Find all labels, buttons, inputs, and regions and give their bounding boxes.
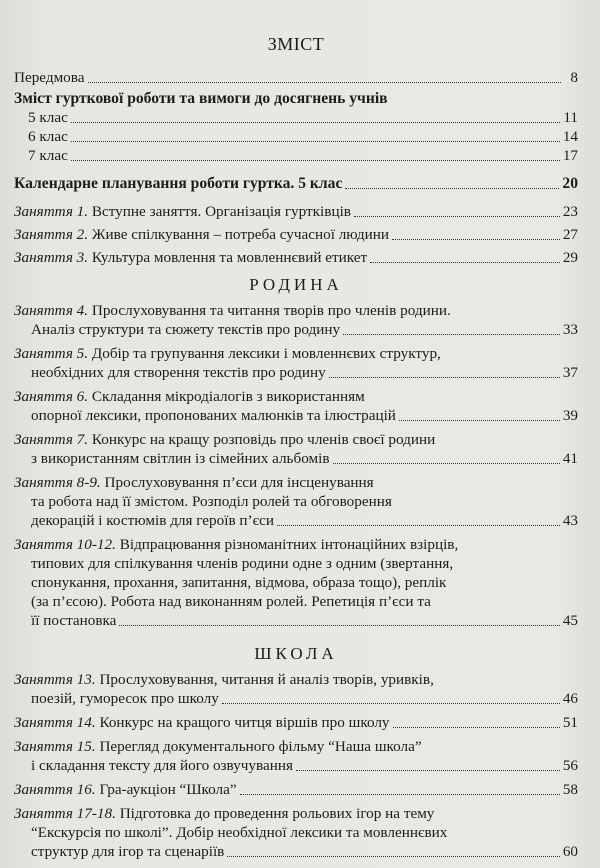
lesson-text: (за п’єсою). Робота над виконанням ролей. Репетиція п’єси та [31,593,431,610]
lesson-text: і складання тексту для його озвучування [31,757,293,774]
lesson-text: Прослуховування п’єси для інсценування [104,474,374,491]
lesson-text: Добір та групування лексики і мовленнєвих структур, [91,345,441,362]
intro-lessons [14,202,578,267]
lesson-entry [14,473,578,530]
dot-leader [392,238,560,240]
dot-leader [296,769,560,771]
lesson-entry [14,535,578,630]
entry-label: Передмова [14,69,85,86]
dot-leader [71,159,560,161]
lesson-first-line [14,387,578,406]
dot-leader [71,140,560,142]
entry-label: 5 клас [28,109,68,126]
lesson-text: Аналіз структури та сюжету текстів про родину [31,321,341,338]
grades-list [14,108,578,165]
lesson-number: Заняття 5. [14,345,89,362]
lesson-page: 39 [562,407,578,424]
lesson-entry [14,804,578,861]
lesson-text: структур для ігор та сценаріїв [31,843,225,860]
lesson-text: та робота над її змістом. Розподіл ролей та обговорення [31,493,392,510]
dot-leader [277,524,560,526]
lesson-text: Відпрацювання різноманітних інтонаційних взірців, [119,536,459,553]
section-title-family: РОДИНА [249,275,343,294]
dot-leader [240,793,560,795]
lesson-line [14,573,578,592]
toc-title: ЗМІСТ [267,34,325,54]
dot-leader [119,624,559,626]
lesson-text: Конкурс на кращу розповідь про членів своєї родини [91,431,436,448]
entry-page: 17 [562,147,578,164]
lesson-entry [14,737,578,775]
lesson-line [14,592,578,611]
lesson-first-line [14,780,578,799]
lesson-text: спонукання, прохання, запитання, відмова, образа тощо), реплік [31,574,447,591]
lesson-line [14,363,578,382]
lesson-number: Заняття 10-12. [14,536,116,553]
lesson-line [14,689,578,708]
lesson-number: Заняття 16. [14,781,96,798]
lesson-line [14,406,578,425]
lesson-first-line [14,737,578,756]
dot-leader [88,81,562,83]
lesson-page: 37 [562,364,578,381]
lesson-label [14,713,390,732]
dot-leader [333,462,560,464]
lesson-first-line [14,301,578,320]
entry-label: 6 клас [28,128,68,145]
lesson-first-line [14,670,578,689]
lesson-number: Заняття 2. [14,226,89,243]
dot-leader [354,215,560,217]
lesson-line [14,492,578,511]
lesson-label [14,248,367,267]
lesson-first-line [14,202,578,221]
lesson-first-line [14,225,578,244]
lesson-number: Заняття 17-18. [14,805,116,822]
lesson-entry [14,430,578,468]
lesson-number: Заняття 14. [14,714,96,731]
lesson-line [14,449,578,468]
lesson-entry [14,670,578,708]
dot-leader [71,121,561,123]
lesson-first-line [14,430,578,449]
lesson-line [14,823,578,842]
lesson-entry [14,387,578,425]
entry-label: Календарне планування роботи гуртка. 5 клас [14,175,343,192]
lesson-page: 46 [562,690,578,707]
lesson-text: Конкурс на кращого читця віршів про школу [99,714,390,731]
lesson-text: Підготовка до проведення рольових ігор на тему [119,805,435,822]
dot-leader [370,261,560,263]
lesson-first-line [14,473,578,492]
lesson-page: 56 [562,757,578,774]
lesson-page: 27 [562,226,578,243]
lesson-page: 43 [562,512,578,529]
lesson-line [14,842,578,861]
lesson-text: Прослуховування та читання творів про членів родини. [91,302,451,319]
lesson-label [14,780,237,799]
lesson-text: типових для спілкування членів родини одне з одним (звертання, [31,555,454,572]
lesson-page: 41 [562,450,578,467]
dot-leader [399,419,560,421]
lesson-text: Живе спілкування – потреба сучасної людини [91,226,389,243]
lesson-number: Заняття 8-9. [14,474,101,491]
lesson-number: Заняття 1. [14,203,89,220]
lesson-entry [14,301,578,339]
lesson-page: 29 [562,249,578,266]
lesson-page: 60 [562,843,578,860]
lesson-text: Культура мовлення та мовленнєвий етикет [91,249,368,266]
lesson-text: “Екскурсія по школі”. Добір необхідної лексики та мовленнєвих [31,824,448,841]
toc-entry-preface [14,68,578,87]
entry-page: 11 [563,109,578,126]
lesson-number: Заняття 13. [14,671,96,688]
dot-leader [345,187,559,189]
lesson-page: 51 [562,714,578,731]
lesson-text: Гра-аукціон “Школа” [99,781,237,798]
lesson-text: необхідних для створення текстів про родину [31,364,326,381]
lesson-text: Прослуховування, читання й аналіз творів, уривків, [99,671,434,688]
toc-entry-grade [14,146,578,165]
entry-page: 20 [562,175,578,192]
school-lessons [14,670,578,861]
lesson-text: Перегляд документального фільму “Наша школа” [99,738,422,755]
toc-entry-grade [14,108,578,127]
lesson-text: декорацій і костюмів для героїв п’єси [31,512,274,529]
entry-page: 8 [570,69,578,86]
lesson-first-line [14,804,578,823]
lesson-text: поезій, гуморесок про школу [31,690,219,707]
lesson-entry [14,248,578,267]
lesson-text: Вступне заняття. Організація гуртківців [91,203,351,220]
lesson-text: опорної лексики, пропонованих малюнків та ілюстрацій [31,407,396,424]
lesson-number: Заняття 6. [14,388,89,405]
lesson-label [14,225,389,244]
lesson-entry [14,713,578,732]
dot-leader [222,702,560,704]
lesson-entry [14,202,578,221]
lesson-page: 33 [562,321,578,338]
lesson-entry [14,780,578,799]
lesson-text: Складання мікродіалогів з використанням [91,388,365,405]
lesson-number: Заняття 7. [14,431,89,448]
lesson-entry [14,344,578,382]
lesson-line [14,320,578,339]
lesson-text: її постановка [31,612,117,629]
dot-leader [343,333,560,335]
family-lessons [14,301,578,630]
section-title-school: ШКОЛА [254,644,338,663]
lesson-first-line [14,713,578,732]
toc-entry-grade [14,127,578,146]
lesson-number: Заняття 3. [14,249,89,266]
dot-leader [329,376,560,378]
toc-entry-calendar [14,174,578,193]
lesson-first-line [14,535,578,554]
lesson-page: 45 [562,612,578,629]
lesson-line [14,554,578,573]
dot-leader [227,855,559,857]
entry-page: 14 [562,128,578,145]
lesson-line [14,511,578,530]
lesson-line [14,611,578,630]
lesson-first-line [14,248,578,267]
lesson-page: 23 [562,203,578,220]
lesson-number: Заняття 15. [14,738,96,755]
lesson-number: Заняття 4. [14,302,89,319]
lesson-first-line [14,344,578,363]
lesson-text: з використанням світлин із сімейних альбомів [31,450,330,467]
lesson-label [14,202,351,221]
entry-label: 7 клас [28,147,68,164]
circle-heading: Зміст гурткової роботи та вимоги до досягнень учнів [14,90,388,107]
dot-leader [393,726,560,728]
lesson-page: 58 [562,781,578,798]
lesson-line [14,756,578,775]
lesson-entry [14,225,578,244]
